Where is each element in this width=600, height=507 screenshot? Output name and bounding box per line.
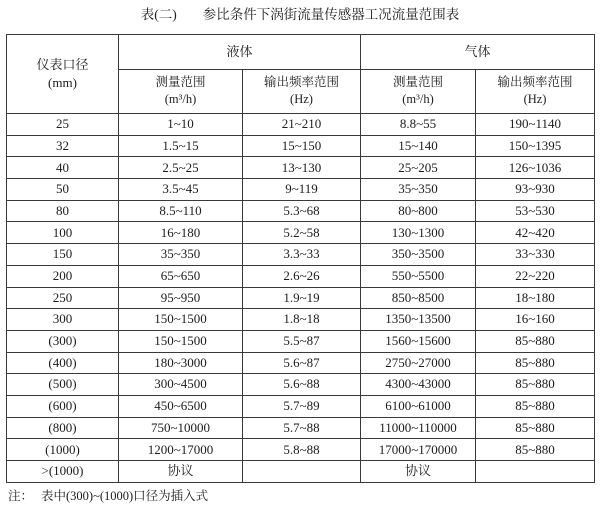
cell-diameter: (500) — [7, 374, 119, 396]
table-cell: 22~220 — [476, 265, 595, 287]
cell-diameter: (1000) — [7, 439, 119, 461]
table-cell: 750~10000 — [119, 417, 243, 439]
table-row — [7, 417, 595, 439]
header-diameter-label: 仪表口径 — [36, 56, 89, 72]
footnote-label: 注： — [8, 488, 34, 503]
table-cell: 300~4500 — [119, 374, 243, 396]
header-diameter — [7, 35, 119, 114]
table-cell: 190~1140 — [476, 114, 595, 136]
table-row — [7, 439, 595, 461]
table-cell: 4300~43000 — [361, 374, 476, 396]
cell-diameter: 40 — [7, 157, 119, 179]
table-row — [7, 244, 595, 266]
table-cell: 5.3~68 — [243, 200, 361, 222]
header-liquid-frequency-unit: (Hz) — [290, 92, 313, 106]
table-row — [7, 374, 595, 396]
table-row — [7, 330, 595, 352]
table-cell: 13~130 — [243, 157, 361, 179]
cell-diameter: 200 — [7, 265, 119, 287]
table-row — [7, 114, 595, 136]
flow-range-table — [6, 34, 595, 483]
table-cell: 协议 — [361, 461, 476, 483]
table-row — [7, 287, 595, 309]
table-cell: 80~800 — [361, 200, 476, 222]
table-cell: 180~3000 — [119, 352, 243, 374]
table-cell: 35~350 — [361, 179, 476, 201]
table-cell: 6100~61000 — [361, 395, 476, 417]
table-cell: 85~880 — [476, 439, 595, 461]
table-cell: 85~880 — [476, 352, 595, 374]
table-row — [7, 135, 595, 157]
table-cell: 65~650 — [119, 265, 243, 287]
table-row — [7, 179, 595, 201]
table-cell: 550~5500 — [361, 265, 476, 287]
table-cell — [243, 461, 361, 483]
table-cell: 1560~15600 — [361, 330, 476, 352]
header-gas-frequency-label: 输出频率范围 — [497, 75, 573, 90]
table-cell: 5.7~88 — [243, 417, 361, 439]
cell-diameter: 300 — [7, 309, 119, 331]
table-cell: 21~210 — [243, 114, 361, 136]
cell-diameter: 80 — [7, 200, 119, 222]
cell-diameter: 150 — [7, 244, 119, 266]
table-title — [0, 0, 600, 23]
table-cell: 2.6~26 — [243, 265, 361, 287]
table-cell: 11000~110000 — [361, 417, 476, 439]
table-cell: 15~150 — [243, 135, 361, 157]
table-body — [7, 114, 595, 483]
header-liquid-range — [119, 70, 243, 114]
table-cell: 1.8~18 — [243, 309, 361, 331]
table-cell: 1~10 — [119, 114, 243, 136]
table-cell: 130~1300 — [361, 222, 476, 244]
header-group-liquid: 液体 — [119, 35, 361, 70]
table-cell: 95~950 — [119, 287, 243, 309]
header-gas-frequency — [476, 70, 595, 114]
table-cell: 1.5~15 — [119, 135, 243, 157]
table-row — [7, 352, 595, 374]
table-cell: 85~880 — [476, 417, 595, 439]
table-cell: 150~1395 — [476, 135, 595, 157]
header-liquid-range-label: 测量范围 — [155, 75, 206, 90]
table-title-number: 表(二) — [140, 7, 177, 22]
footnote-text: 表中(300)~(1000)口径为插入式 — [41, 488, 209, 503]
table-cell: 5.6~87 — [243, 352, 361, 374]
table-cell: 15~140 — [361, 135, 476, 157]
table-row — [7, 309, 595, 331]
table-cell: 18~180 — [476, 287, 595, 309]
table-cell: 35~350 — [119, 244, 243, 266]
cell-diameter: (400) — [7, 352, 119, 374]
cell-diameter: (300) — [7, 330, 119, 352]
table-row — [7, 265, 595, 287]
table-cell: 5.7~89 — [243, 395, 361, 417]
cell-diameter: 100 — [7, 222, 119, 244]
table-cell: 126~1036 — [476, 157, 595, 179]
cell-diameter: (800) — [7, 417, 119, 439]
table-cell: 5.8~88 — [243, 439, 361, 461]
table-cell: 16~160 — [476, 309, 595, 331]
table-cell: 350~3500 — [361, 244, 476, 266]
table-cell: 3.5~45 — [119, 179, 243, 201]
table-cell: 53~530 — [476, 200, 595, 222]
header-gas-range-label: 测量范围 — [393, 75, 444, 90]
cell-diameter: 50 — [7, 179, 119, 201]
header-liquid-range-unit: (m³/h) — [164, 92, 197, 106]
cell-diameter: >(1000) — [7, 461, 119, 483]
table-cell: 16~180 — [119, 222, 243, 244]
table-cell: 25~205 — [361, 157, 476, 179]
table-cell: 85~880 — [476, 330, 595, 352]
table-cell: 17000~170000 — [361, 439, 476, 461]
header-liquid-frequency-label: 输出频率范围 — [264, 75, 340, 90]
table-cell: 85~880 — [476, 395, 595, 417]
table-title-text: 参比条件下涡街流量传感器工况流量范围表 — [202, 7, 460, 22]
header-gas-range — [361, 70, 476, 114]
table-cell: 5.5~87 — [243, 330, 361, 352]
table-cell: 1200~17000 — [119, 439, 243, 461]
table-cell: 450~6500 — [119, 395, 243, 417]
table-cell: 85~880 — [476, 374, 595, 396]
table-cell: 93~930 — [476, 179, 595, 201]
table-cell: 5.2~58 — [243, 222, 361, 244]
table-cell: 850~8500 — [361, 287, 476, 309]
table-cell: 1.9~19 — [243, 287, 361, 309]
header-liquid-frequency — [243, 70, 361, 114]
table-cell: 42~420 — [476, 222, 595, 244]
table-row — [7, 461, 595, 483]
table-cell: 3.3~33 — [243, 244, 361, 266]
table-cell: 150~1500 — [119, 330, 243, 352]
table-row — [7, 222, 595, 244]
header-group-row — [7, 35, 595, 70]
table-cell — [476, 461, 595, 483]
table-cell: 协议 — [119, 461, 243, 483]
cell-diameter: 25 — [7, 114, 119, 136]
table-header — [7, 35, 595, 114]
table-cell: 150~1500 — [119, 309, 243, 331]
table-cell: 8.5~110 — [119, 200, 243, 222]
table-row — [7, 200, 595, 222]
header-diameter-unit: (mm) — [48, 75, 77, 90]
table-cell: 2750~27000 — [361, 352, 476, 374]
table-cell: 1350~13500 — [361, 309, 476, 331]
table-cell: 5.6~88 — [243, 374, 361, 396]
table-row — [7, 157, 595, 179]
table-cell: 2.5~25 — [119, 157, 243, 179]
header-gas-range-unit: (m³/h) — [402, 92, 434, 106]
cell-diameter: 250 — [7, 287, 119, 309]
table-row — [7, 395, 595, 417]
table-cell: 33~330 — [476, 244, 595, 266]
table-cell: 8.8~55 — [361, 114, 476, 136]
table-cell: 9~119 — [243, 179, 361, 201]
footnote — [8, 489, 600, 504]
cell-diameter: 32 — [7, 135, 119, 157]
cell-diameter: (600) — [7, 395, 119, 417]
header-group-gas: 气体 — [361, 35, 595, 70]
header-gas-frequency-unit: (Hz) — [523, 92, 547, 106]
